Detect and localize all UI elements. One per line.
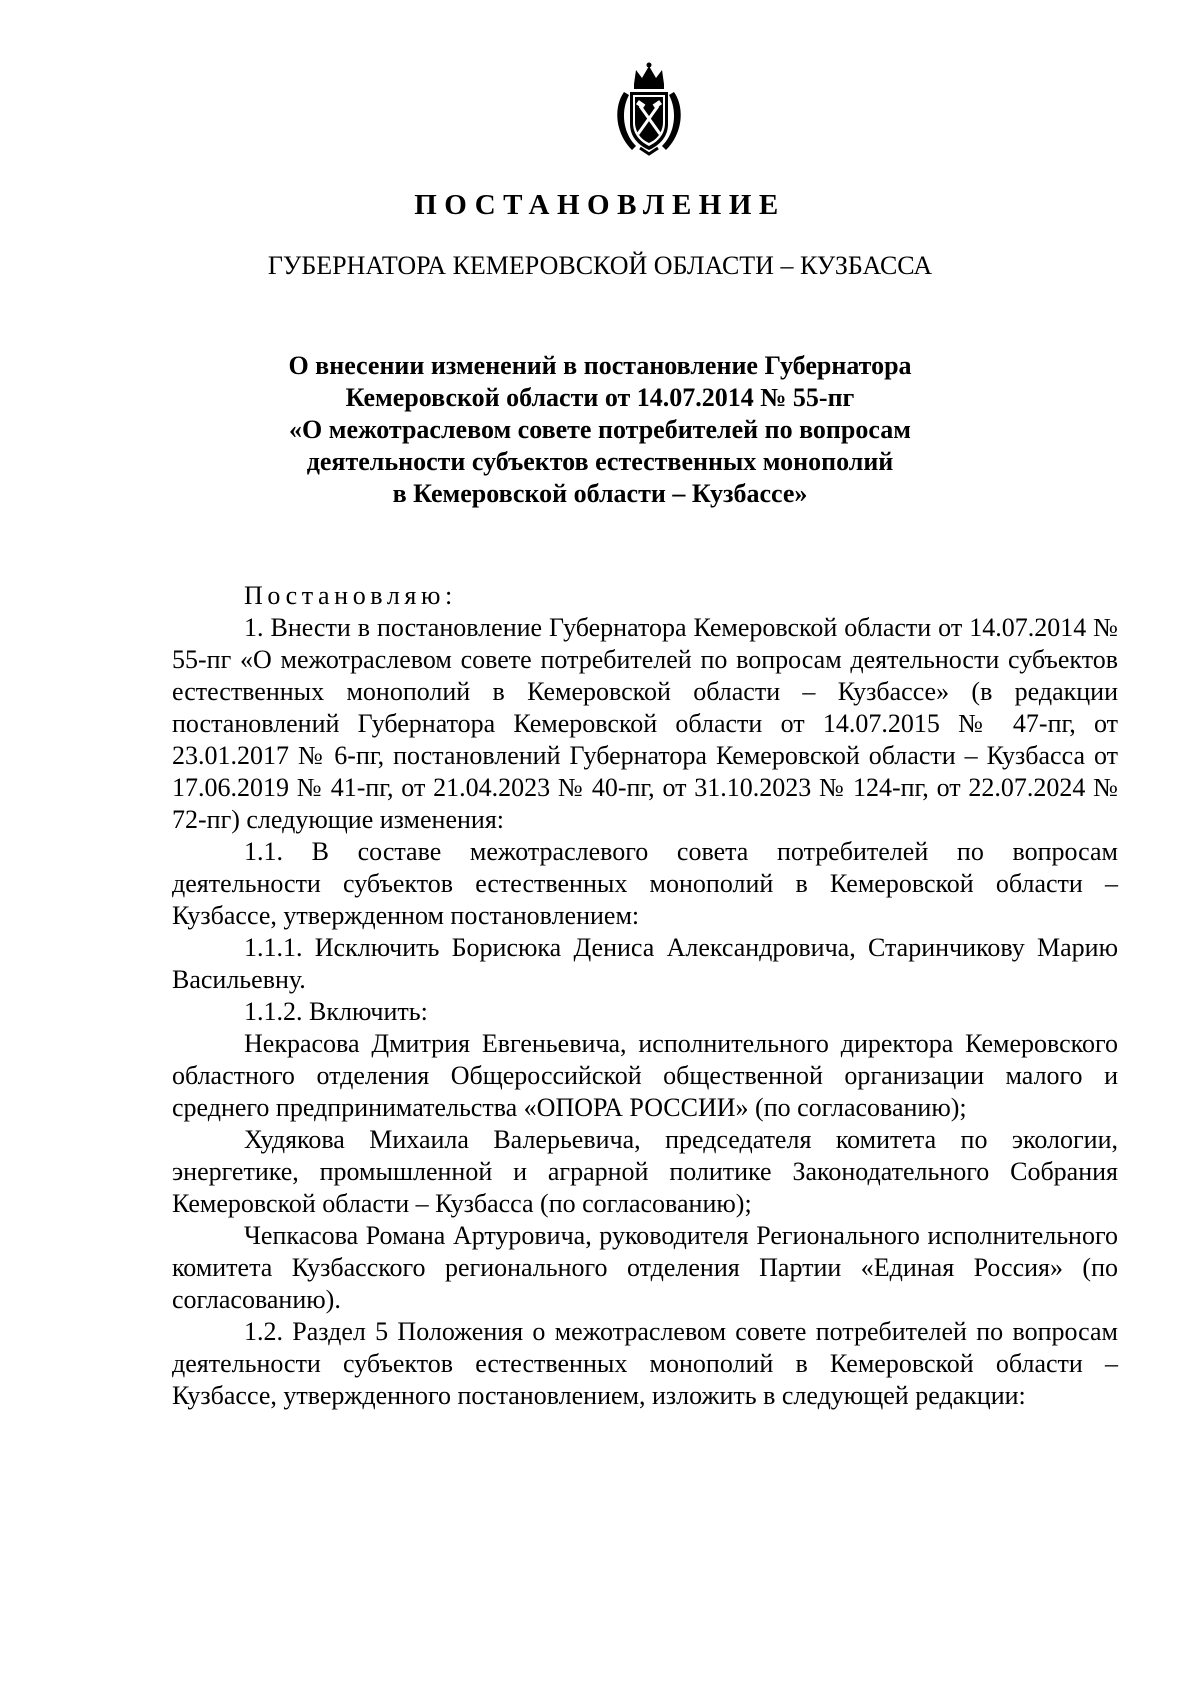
paragraph-1: 1. Внести в постановление Губернатора Кемеровской области от 14.07.2014 № 55-пг «О межотраслевом совете потребителей по вопросам деятельности субъектов естественных монополий в Кемеровской области – Кузбассе» (в редакции постановлений Губернатора Кемеровской области от 14.07.2015 № 47-пг, от 23.01.2017 № 6-пг, постановлений Губернатора Кемеровской области – Кузбасса от 17.06.2019 № 41-пг, от 21.04.2023 № 40-пг, от 31.10.2023 № 124-пг, от 22.07.2024 № 72-пг) следующие изменения:: [172, 613, 1118, 834]
title-line: деятельности субъектов естественных монополий: [306, 447, 894, 476]
paragraph-1-1-2: 1.1.2. Включить:: [244, 997, 428, 1026]
document-issuer: ГУБЕРНАТОРА КЕМЕРОВСКОЙ ОБЛАСТИ – КУЗБАССА: [267, 251, 933, 280]
title-line: «О межотраслевом совете потребителей по вопросам: [289, 415, 911, 444]
title-line: О внесении изменений в постановление Губернатора: [288, 351, 912, 380]
document-body: [172, 580, 1118, 1412]
title-line: Кемеровской области от 14.07.2014 № 55-пг: [345, 383, 855, 412]
member-nekrasov: Некрасова Дмитрия Евгеньевича, исполнительного директора Кемеровского областного отделения Общероссийской общественной организации малого и среднего предпринимательства «ОПОРА РОССИИ» (по согласованию);: [172, 1029, 1118, 1122]
member-khudyakov: Худякова Михаила Валерьевича, председателя комитета по экологии, энергетике, промышленной и аграрной политике Законодательного Собрания Кемеровской области – Кузбасса (по согласованию);: [172, 1125, 1118, 1218]
document-title: [200, 350, 1000, 510]
member-chepkasov: Чепкасова Романа Артуровича, руководителя Регионального исполнительного комитета Кузбасского регионального отделения Партии «Единая Россия» (по согласованию).: [172, 1221, 1118, 1314]
coat-of-arms-icon: [610, 62, 688, 158]
paragraph-1-1: 1.1. В составе межотраслевого совета потребителей по вопросам деятельности субъектов естественных монополий в Кемеровской области – Кузбассе, утвержденном постановлением:: [172, 837, 1118, 930]
document-type: ПОСТАНОВЛЕНИЕ: [414, 189, 786, 221]
decree-word: Постановляю:: [244, 581, 457, 610]
title-line: в Кемеровской области – Кузбассе»: [392, 479, 808, 508]
paragraph-1-2: 1.2. Раздел 5 Положения о межотраслевом совете потребителей по вопросам деятельности субъектов естественных монополий в Кемеровской области – Кузбассе, утвержденного постановлением, изложить в следующей редакции:: [172, 1317, 1118, 1410]
paragraph-1-1-1: 1.1.1. Исключить Борисюка Дениса Александровича, Старинчикову Марию Васильевну.: [172, 933, 1118, 994]
